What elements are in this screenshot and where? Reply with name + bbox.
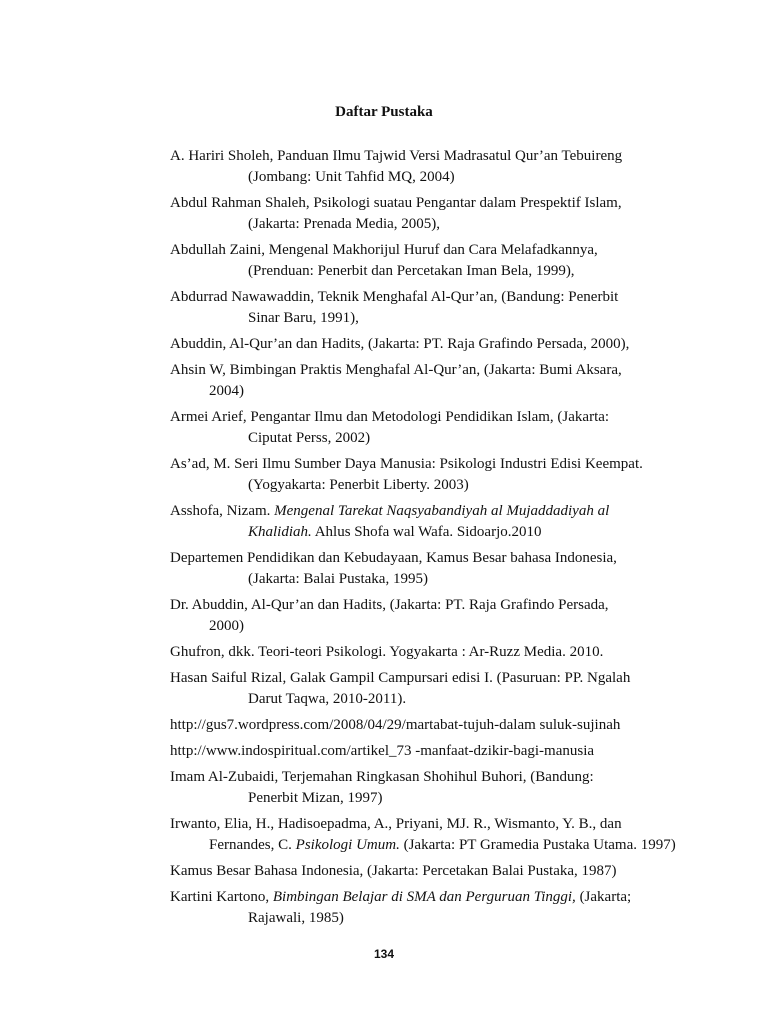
reference-text: Kamus Besar Bahasa Indonesia, (Jakarta: Percetakan Balai Pustaka, 1987) [170,863,617,879]
reference-line [170,146,670,167]
reference-line [170,668,670,689]
reference-italic-title: Psikologi Umum. [295,837,400,853]
reference-continuation-line [209,835,676,856]
reference-text: Abdurrad Nawawaddin, Teknik Menghafal Al-Qur’an, (Bandung: Penerbit [170,289,619,305]
reference-text: 2000) [209,618,244,634]
reference-text: Ahlus Shofa wal Wafa. Sidoarjo.2010 [311,524,542,540]
reference-continuation-line [209,522,670,543]
reference-text: As’ad, M. Seri Ilmu Sumber Daya Manusia: Psikologi Industri Edisi Keempat. [170,456,643,472]
reference-italic-title: Mengenal Tarekat Naqsyabandiyah al Mujaddadiyah al [274,503,610,519]
reference-entry [170,454,670,496]
reference-continuation-line [209,167,670,188]
reference-text: Ahsin W, Bimbingan Praktis Menghafal Al-Qur’an, (Jakarta: Bumi Aksara, [170,362,622,378]
reference-text: (Yogyakarta: Penerbit Liberty. 2003) [248,477,469,493]
reference-text: (Jakarta: PT Gramedia Pustaka Utama. 1997) [399,837,676,853]
reference-text: 2004) [209,383,244,399]
reference-entry [170,360,670,402]
reference-text: Darut Taqwa, 2010-2011). [248,691,407,707]
reference-entry [170,287,670,329]
reference-entry [170,767,670,809]
reference-line [170,861,670,882]
reference-text: Asshofa, Nizam. [170,503,275,519]
reference-line [170,501,670,522]
reference-continuation-line [209,616,670,637]
reference-text: Ghufron, dkk. Teori-teori Psikologi. Yogyakarta : Ar-Ruzz Media. 2010. [170,644,604,660]
reference-text: Abdullah Zaini, Mengenal Makhorijul Huruf dan Cara Melafadkannya, [170,242,598,258]
reference-continuation-line [209,569,670,590]
reference-entry [170,407,670,449]
reference-entry [170,334,670,355]
reference-entry [170,548,670,590]
reference-line [170,741,670,762]
reference-entry [170,240,670,282]
reference-text: Hasan Saiful Rizal, Galak Gampil Campursari edisi I. (Pasuruan: PP. Ngalah [170,670,631,686]
reference-text: Abdul Rahman Shaleh, Psikologi suatau Pengantar dalam Prespektif Islam, [170,195,622,211]
reference-entry [170,642,670,663]
reference-line [170,887,670,908]
reference-continuation-line [209,381,670,402]
reference-line [170,454,670,475]
reference-text: Fernandes, C. [209,837,296,853]
reference-text: (Jakarta: Prenada Media, 2005), [248,216,441,232]
reference-list [170,146,676,934]
reference-text: Imam Al-Zubaidi, Terjemahan Ringkasan Shohihul Buhori, (Bandung: [170,769,594,785]
reference-text: Rajawali, 1985) [248,910,344,926]
reference-entry [170,668,670,710]
reference-text: Departemen Pendidikan dan Kebudayaan, Kamus Besar bahasa Indonesia, [170,550,617,566]
reference-continuation-line [209,428,670,449]
reference-entry [170,595,670,637]
page-title: Daftar Pustaka [335,104,433,120]
reference-text: Sinar Baru, 1991), [248,310,359,326]
reference-line [170,407,670,428]
reference-continuation-line [209,214,670,235]
reference-entry [170,501,670,543]
reference-line [170,767,670,788]
reference-text: Penerbit Mizan, 1997) [248,790,383,806]
reference-line [170,240,670,261]
reference-text: Dr. Abuddin, Al-Qur’an dan Hadits, (Jakarta: PT. Raja Grafindo Persada, [170,597,609,613]
reference-continuation-line [209,308,670,329]
reference-entry [170,146,670,188]
reference-entry [170,715,670,736]
reference-entry [170,193,670,235]
reference-text: A. Hariri Sholeh, Panduan Ilmu Tajwid Versi Madrasatul Qur’an Tebuireng [170,148,623,164]
reference-continuation-line [209,908,670,929]
reference-text: (Jakarta: Balai Pustaka, 1995) [248,571,428,587]
reference-text: http://gus7.wordpress.com/2008/04/29/martabat-tujuh-dalam suluk-sujinah [170,717,621,733]
reference-text: (Jombang: Unit Tahfid MQ, 2004) [248,169,455,185]
reference-entry [170,887,670,929]
reference-line [170,595,670,616]
reference-italic-title: Khalidiah. [248,524,312,540]
reference-entry [170,741,670,762]
reference-italic-title: Bimbingan Belajar di SMA dan Perguruan Tinggi, [272,889,576,905]
reference-text: (Jakarta; [575,889,632,905]
reference-continuation-line [209,689,670,710]
reference-line [170,715,670,736]
reference-text: http://www.indospiritual.com/artikel_73 -manfaat-dzikir-bagi-manusia [170,743,595,759]
reference-entry [170,861,670,882]
reference-entry [170,814,676,856]
reference-line [170,334,670,355]
reference-line [170,287,670,308]
reference-line [170,548,670,569]
page-number: 134 [373,947,395,961]
reference-text: Ciputat Perss, 2002) [248,430,371,446]
reference-continuation-line [209,475,670,496]
reference-text: (Prenduan: Penerbit dan Percetakan Iman Bela, 1999), [248,263,575,279]
reference-continuation-line [209,261,670,282]
reference-line [170,193,670,214]
reference-line [170,814,670,835]
reference-continuation-line [209,788,670,809]
reference-text: Kartini Kartono, [170,889,273,905]
reference-text: Abuddin, Al-Qur’an dan Hadits, (Jakarta: PT. Raja Grafindo Persada, 2000), [170,336,630,352]
reference-text: Irwanto, Elia, H., Hadisoepadma, A., Priyani, MJ. R., Wismanto, Y. B., dan [170,816,622,832]
reference-line [170,642,670,663]
reference-text: Armei Arief, Pengantar Ilmu dan Metodologi Pendidikan Islam, (Jakarta: [170,409,610,425]
reference-line [170,360,670,381]
